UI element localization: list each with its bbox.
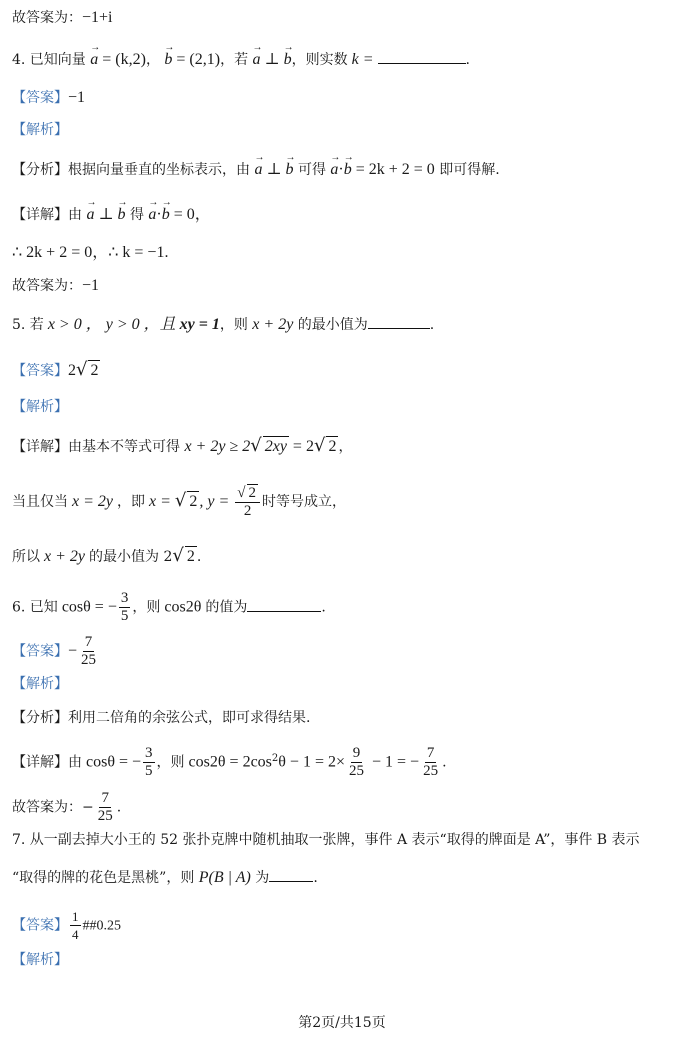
answer-blank (247, 611, 321, 612)
detail-line-q5: 【详解】由基本不等式可得 x + 2y ≥ 2√ 2xy = 2√ 2 ， (12, 435, 353, 456)
fraction: $\frac{3}{5}$ (120, 590, 129, 624)
answer-summary-q4: 故答案为：−1 (12, 277, 100, 294)
answer-summary-q6: 故答案为：− $\frac{7}{25}$ . (12, 790, 122, 824)
fraction: $\frac{1}{4}$ (72, 909, 79, 942)
fraction: $\frac{3}{5}$ (145, 745, 153, 779)
answer-line-q7: 【答案】 $\frac{1}{4}$ ##0.25 (12, 909, 121, 942)
answer-blank (269, 881, 313, 882)
analysis-tag-q4: 【解析】 (12, 122, 68, 138)
fraction: $\frac{7}{25}$ (423, 745, 439, 779)
question-5: 5. 若 x > 0 ， y > 0 ，且 xy = 1，则 x + 2y 的最小值为 . (12, 316, 435, 333)
answer-line-q6: 【答案】− $\frac{7}{25}$ (12, 634, 97, 668)
answer-line-q5: 【答案】2√ 2 (12, 359, 99, 380)
therefore-line-q4: ∴ 2k + 2 = 0，∴ k = −1. (12, 244, 169, 261)
answer-line-q4: 【答案】−1 (12, 89, 86, 106)
question-7-line2: “取得的牌的花色是黑桃”，则 P(B | A) 为 . (12, 869, 318, 886)
page-footer: 第2页/共15页 (298, 1015, 386, 1031)
answer-line-q3: 故答案为：−1+i (12, 9, 113, 26)
answer-blank (378, 63, 466, 64)
analysis-tag-q7: 【解析】 (12, 952, 68, 968)
equality-line-q5: 当且仅当 x = 2y ，即 x = √ 2 , y = $\frac{√ 2}{2}$ 时等号成立， (12, 485, 347, 519)
question-4: 4. 已知向量 → a = (k,2)， → b = (2,1)，若 → a ⊥ → b，则实数 k = . (12, 50, 470, 70)
analysis-tag-q5: 【解析】 (12, 399, 68, 415)
detail-line-q6: 【详解】由 cosθ = − $\frac{3}{5}$ ，则 $\cos 2\theta = 2\cos^2\theta - 1 = 2\times$ $\frac{9}{25}$ − 1 = − $\frac{7}{25}$ . (12, 745, 447, 779)
detail-line-q4: 【详解】由 → a ⊥ → b 得 → a·→ b = 0， (12, 205, 211, 225)
question-7-line1: 7. 从一副去掉大小王的 52 张扑克牌中随机抽取一张牌，事件 A 表示“取得的牌面是 A”，事件 B 表示 (12, 832, 640, 848)
fenxi-line-q6: 【分析】利用二倍角的余弦公式，即可求得结果. (12, 710, 311, 726)
fenxi-line-q4: 【分析】根据向量垂直的坐标表示，由 → a ⊥ → b 可得 → a·→ b = 2k + 2 = 0 即可得解. (12, 160, 500, 180)
fraction: $\frac{√ 2}{2}$ (235, 484, 260, 520)
question-6: 6. 已知 cosθ = − $\frac{3}{5}$ ，则 cos2θ 的值为 . (12, 590, 326, 624)
fraction: $\frac{7}{25}$ (97, 790, 113, 824)
fraction: $\frac{9}{25}$ (349, 745, 364, 779)
answer-blank (368, 328, 430, 329)
analysis-tag-q6: 【解析】 (12, 676, 68, 692)
fraction: $\frac{7}{25}$ (81, 634, 97, 668)
conclusion-line-q5: 所以 x + 2y 的最小值为 2√ 2 . (12, 545, 202, 566)
